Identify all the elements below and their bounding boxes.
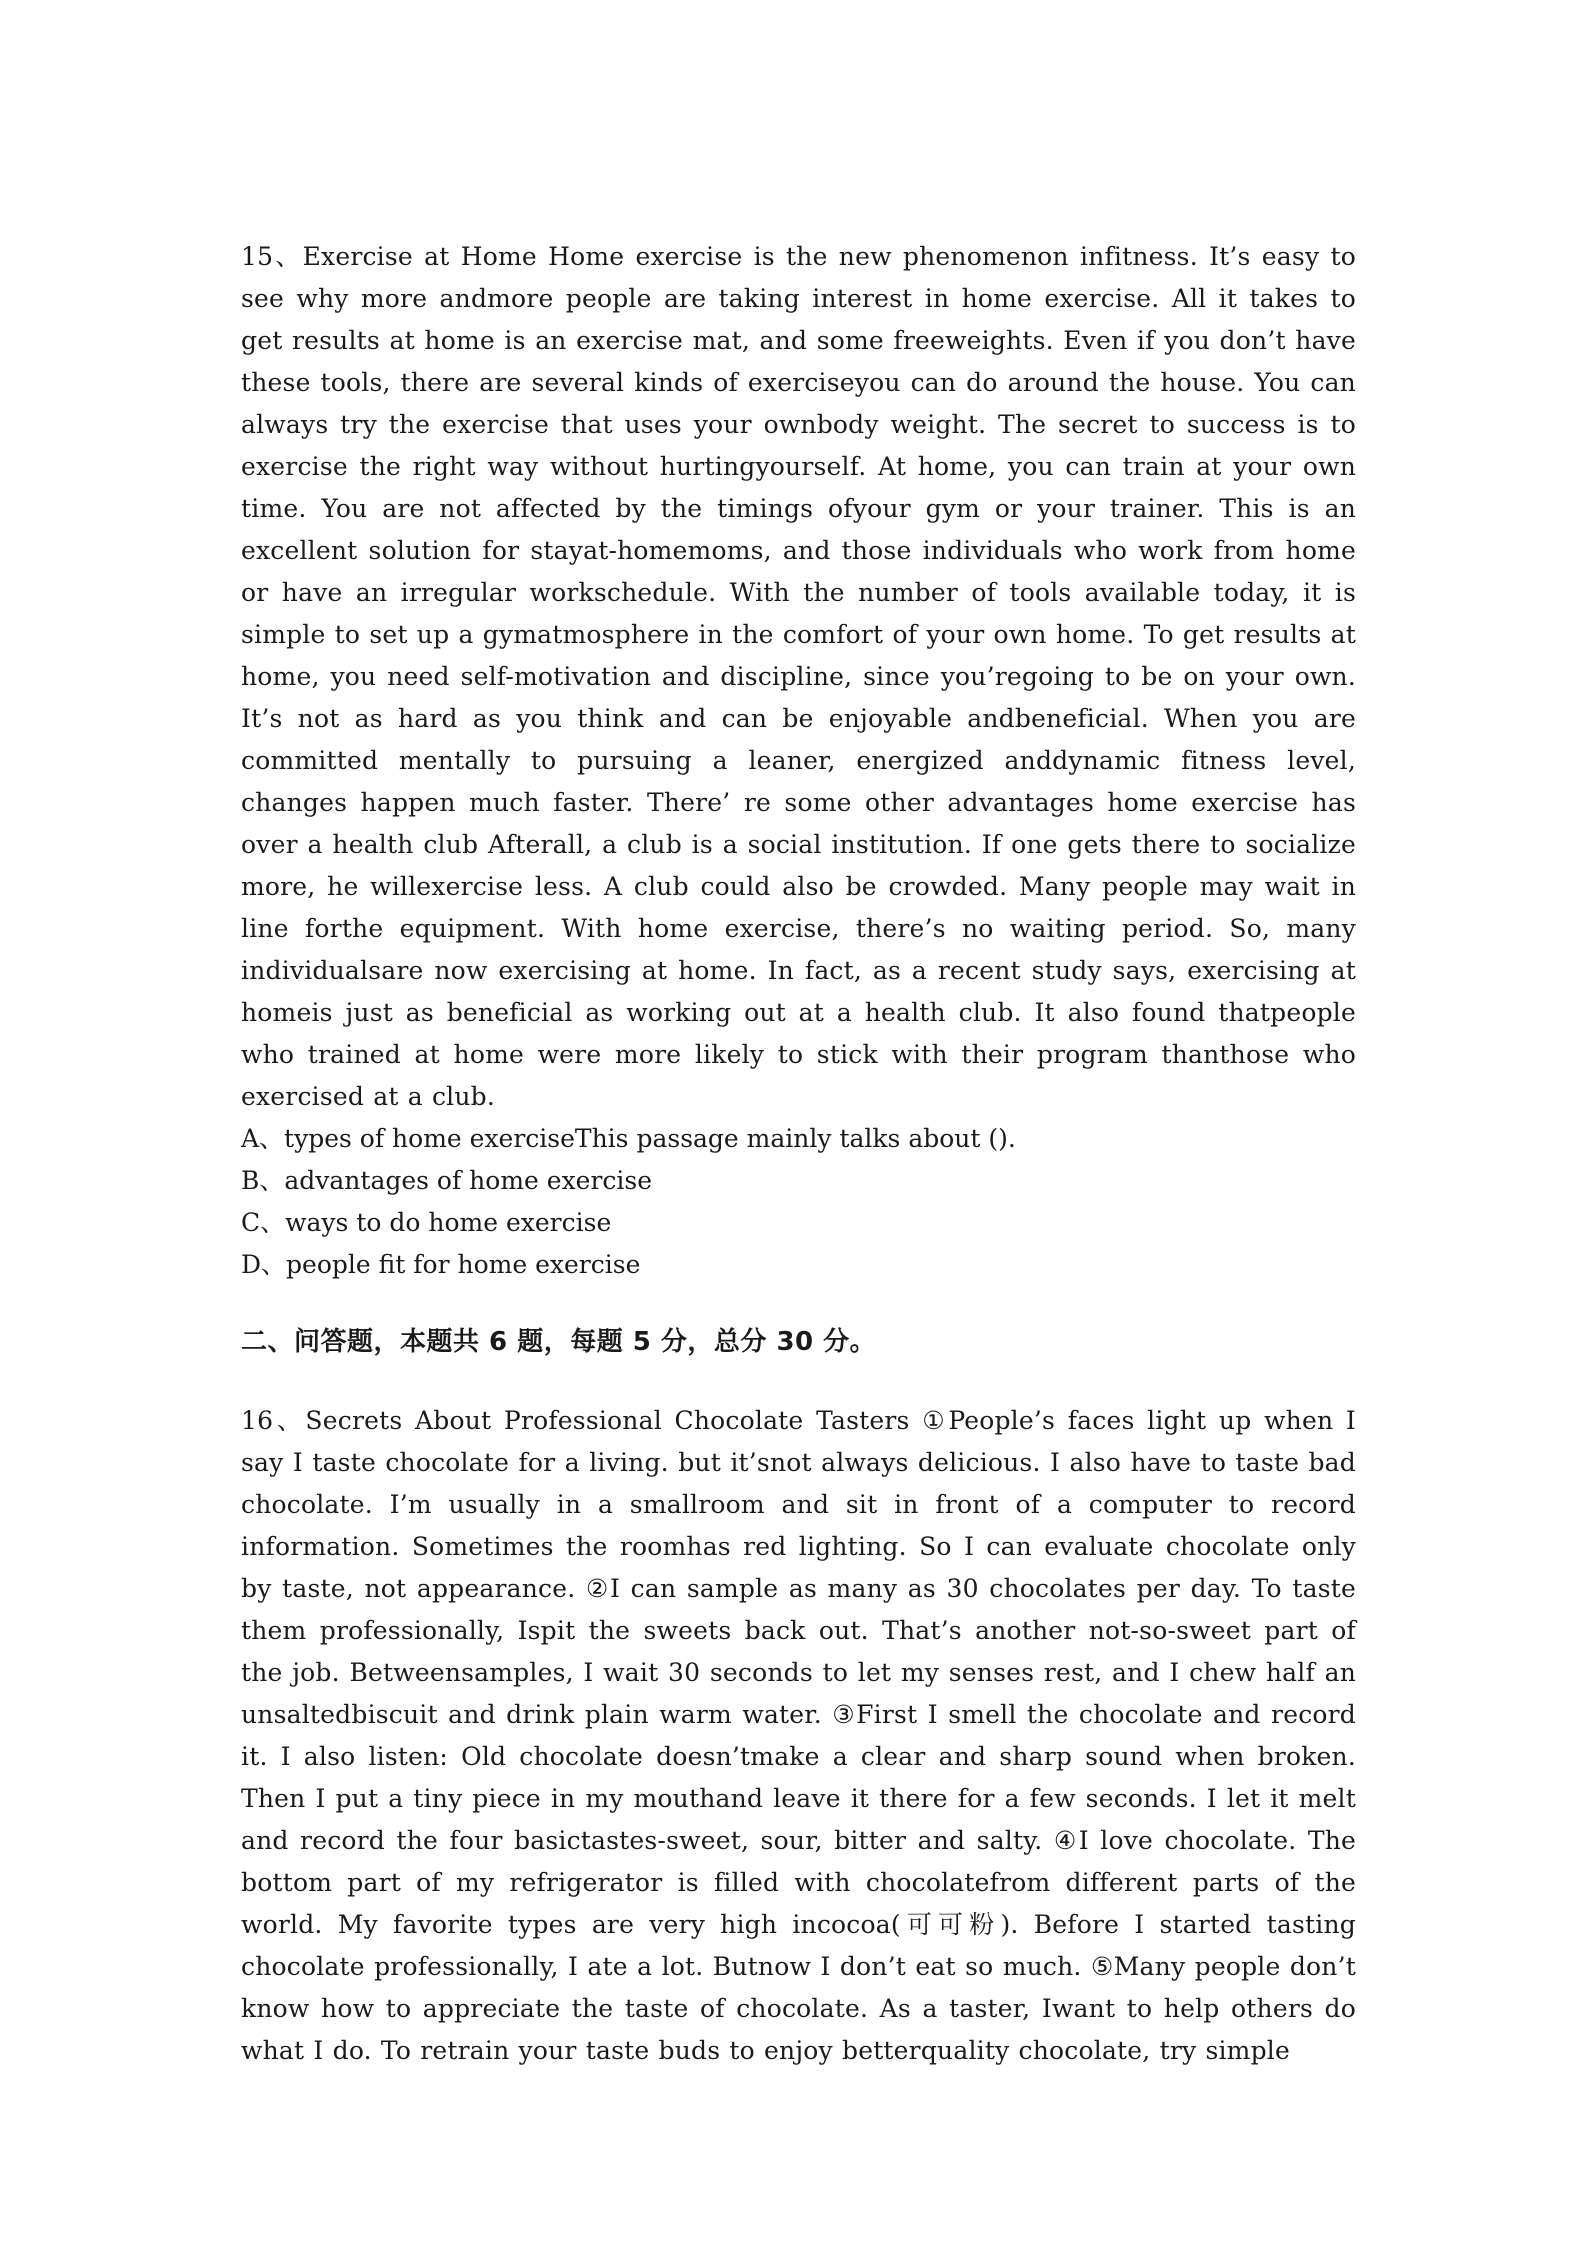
question-15-options <box>241 1118 1356 1286</box>
question-16 <box>241 1400 1356 2072</box>
option-c: C、ways to do home exercise <box>241 1208 612 1237</box>
option-b: B、advantages of home exercise <box>241 1166 653 1195</box>
question-15-passage: 15、Exercise at Home Home exercise is the new phenomenon infitness. It’s easy to see why more andmore people are taking interest in home exercise. All it takes to get results at home is an exercise mat, and some freeweights. Even if you don’t have these tools, there are several kinds of exerciseyou can do around the house. You can always try the exercise that uses your ownbody weight. The secret to success is to exercise the right way without hurtingyourself. At home, you can train at your own time. You are not affected by the timings ofyour gym or your trainer. This is an excellent solution for stayat-homemoms, and those individuals who work from home or have an irregular workschedule. With the number of tools available today, it is simple to set up a gymatmosphere in the comfort of your own home. To get results at home, you need self-motivation and discipline, since you’regoing to be on your own. It’s not as hard as you think and can be enjoyable andbeneficial. When you are committed mentally to pursuing a leaner, energized anddynamic fitness level, changes happen much faster. There’ re some other advantages home exercise has over a health club Afterall, a club is a social institution. If one gets there to socialize more, he willexercise less. A club could also be crowded. Many people may wait in line forthe equipment. With home exercise, there’s no waiting period. So, many individualsare now exercising at home. In fact, as a recent study says, exercising at homeis just as beneficial as working out at a health club. It also found thatpeople who trained at home were more likely to stick with their program thanthose who exercised at a club. <box>241 242 1356 1111</box>
document-page <box>241 236 1356 2072</box>
option-a: A、types of home exerciseThis passage mainly talks about (). <box>241 1124 1016 1153</box>
question-15 <box>241 236 1356 1286</box>
section-2-heading: 二、问答题，本题共 6 题，每题 5 分，总分 30 分。 <box>241 1327 877 1357</box>
option-d: D、people fit for home exercise <box>241 1250 641 1279</box>
question-16-passage: 16、Secrets About Professional Chocolate Tasters ①People’s faces light up when I say I taste chocolate for a living. but it’snot always delicious. I also have to taste bad chocolate. I’m usually in a smallroom and sit in front of a computer to record information. Sometimes the roomhas red lighting. So I can evaluate chocolate only by taste, not appearance. ②I can sample as many as 30 chocolates per day. To taste them professionally, Ispit the sweets back out. That’s another not-so-sweet part of the job. Betweensamples, I wait 30 seconds to let my senses rest, and I chew half an unsaltedbiscuit and drink plain warm water. ③First I smell the chocolate and record it. I also listen: Old chocolate doesn’tmake a clear and sharp sound when broken. Then I put a tiny piece in my mouthand leave it there for a few seconds. I let it melt and record the four basictastes-sweet, sour, bitter and salty. ④I love chocolate. The bottom part of my refrigerator is filled with chocolatefrom different parts of the world. My favorite types are very high incocoa(可可粉). Before I started tasting chocolate professionally, I ate a lot. Butnow I don’t eat so much. ⑤Many people don’t know how to appreciate the taste of chocolate. As a taster, Iwant to help others do what I do. To retrain your taste buds to enjoy betterquality chocolate, try simple <box>241 1406 1356 2065</box>
